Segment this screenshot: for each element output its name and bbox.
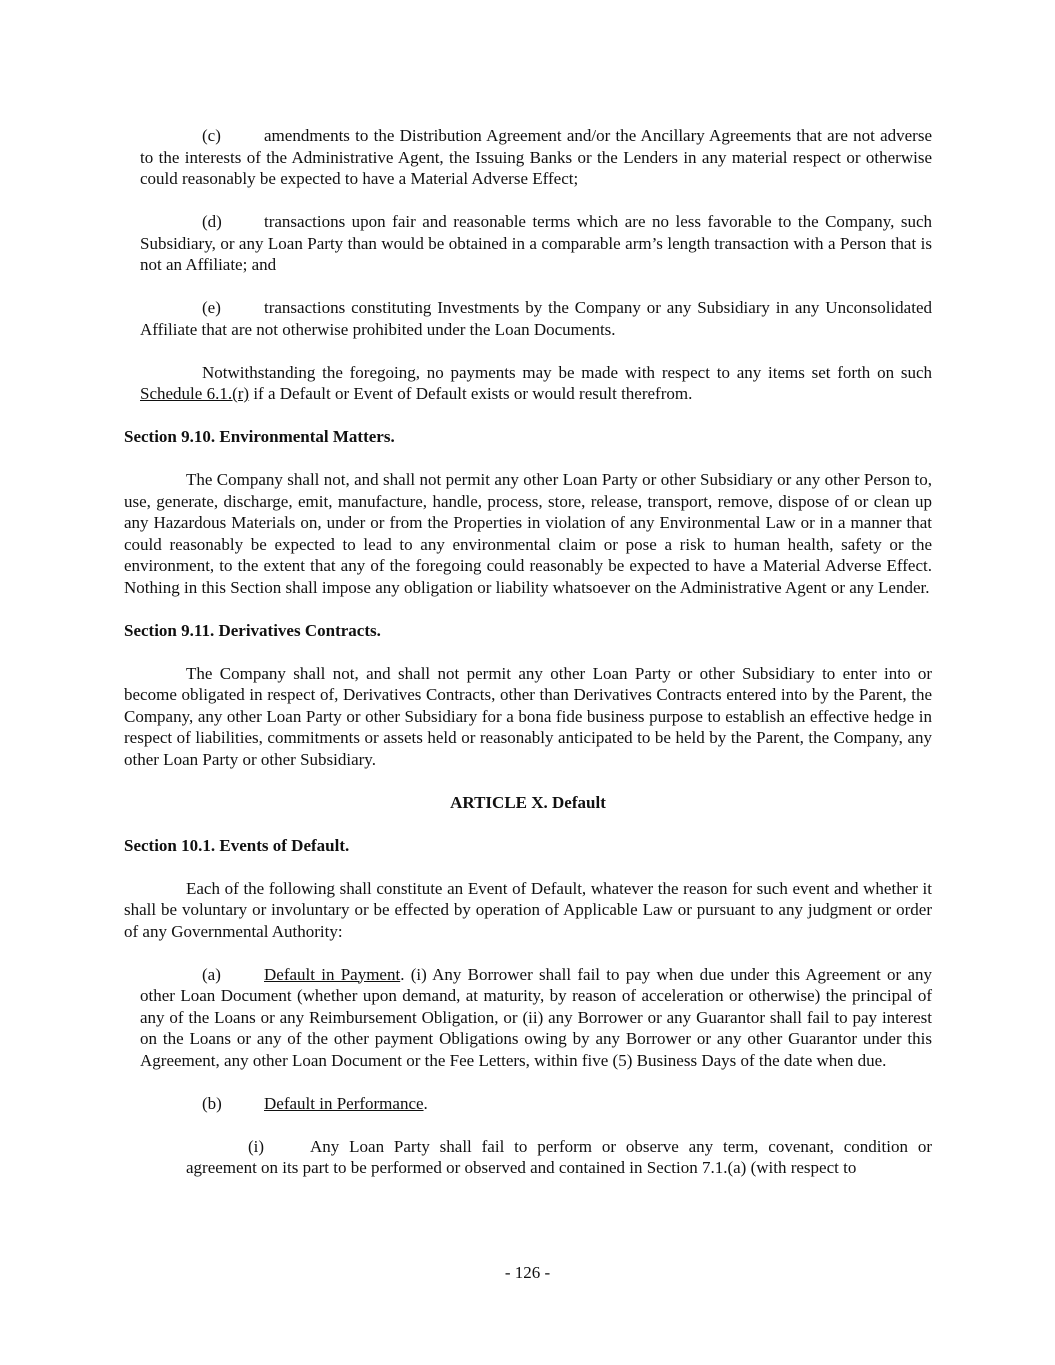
- clause-label: (a): [202, 964, 221, 984]
- section-heading: Section 9.10. Environmental Matters.: [124, 427, 395, 446]
- section-heading: Section 9.11. Derivatives Contracts.: [124, 620, 381, 640]
- subclause-text: Any Loan Party shall fail to perform or observe any term, covenant, condition or agreement on its part to be performed or observed and contained in Section 7.1.(a) (with respect to: [186, 1136, 932, 1177]
- clause-b: [124, 1093, 932, 1115]
- section-intro: Each of the following shall constitute an Event of Default, whatever the reason for such event and whether it shall be voluntary or involuntary or be effected by operation of Applicable Law or pursuant to any judgment or order of any Governmental Authority:: [124, 878, 932, 941]
- section-heading: Section 10.1. Events of Default.: [124, 835, 350, 855]
- subclause-b-i: [124, 1136, 932, 1179]
- paragraph-text: Notwithstanding the foregoing, no payments may be made with respect to any items set forth on such: [202, 362, 932, 382]
- clause-label: (e): [202, 298, 221, 317]
- clause-e: [124, 297, 932, 340]
- article-title: ARTICLE X. Default: [450, 792, 606, 812]
- clause-text: . (i) Any Borrower shall fail to pay when due under this Agreement or any other Loan Document (whether upon demand, at maturity, by reason of acceleration or otherwise) the principal of any of the Loans or any Reimbursement Obligation, or (ii) any Borrower or any Guarantor shall fail to pay interest on the Loans or any of the other payment Obligations owing by any Borrower or any other Guarantor under this Agreement, any other Loan Document or the Fee Letters, within five (5) Business Days of the date when due.: [140, 964, 932, 1070]
- clause-d: [124, 211, 932, 276]
- page-number: - 126 -: [504, 1263, 551, 1282]
- page-content: [124, 125, 932, 1179]
- subclause-label: (i): [248, 1136, 265, 1156]
- section-body: The Company shall not, and shall not permit any other Loan Party or other Subsidiary to enter into or become obligated in respect of, Derivatives Contracts, other than Derivatives Contracts entered into by the Parent, the Company, any other Loan Party or other Subsidiary for a bona fide business purpose to establish an effective hedge in respect of liabilities, commitments or assets held or reasonably anticipated to be held by the Parent, the Company, any other Loan Party or other Subsidiary.: [124, 663, 932, 769]
- clause-text: transactions upon fair and reasonable terms which are no less favorable to the Company, such Subsidiary, or any Loan Party than would be obtained in a comparable arm’s length transaction with a Person that is not an Affiliate; and: [140, 212, 932, 274]
- notwithstanding-paragraph: [124, 362, 932, 405]
- clause-text: .: [423, 1093, 428, 1113]
- clause-title: Default in Performance: [264, 1093, 424, 1113]
- section-body: The Company shall not, and shall not permit any other Loan Party or other Subsidiary or any other Person to, use, generate, discharge, emit, manufacture, handle, process, store, release, transport, remove, dispose of or clean up any Hazardous Materials on, under or from the Properties in violation of any Environmental Law or in a manner that could reasonably be expected to lead to any environmental claim or pose a risk to human health, safety or the environment, to the extent that any of the foregoing could reasonably be expected to have a Material Adverse Effect. Nothing in this Section shall impose any obligation or liability whatsoever on the Administrative Agent or any Lender.: [124, 470, 932, 597]
- clause-a: [124, 964, 932, 1072]
- schedule-reference: Schedule 6.1.(r): [140, 384, 250, 403]
- clause-label: (c): [202, 126, 221, 145]
- paragraph-text: if a Default or Event of Default exists or would result therefrom.: [249, 384, 693, 403]
- clause-text: transactions constituting Investments by the Company or any Subsidiary in any Unconsolidated Affiliate that are not otherwise prohibited under the Loan Documents.: [140, 298, 932, 339]
- clause-c: [124, 125, 932, 190]
- clause-label: (b): [202, 1093, 222, 1113]
- clause-title: Default in Payment: [264, 964, 401, 984]
- clause-label: (d): [202, 212, 222, 231]
- clause-text: amendments to the Distribution Agreement and/or the Ancillary Agreements that are not adverse to the interests of the Administrative Agent, the Issuing Banks or the Lenders in any material respect or otherwise could reasonably be expected to have a Material Adverse Effect;: [140, 126, 932, 188]
